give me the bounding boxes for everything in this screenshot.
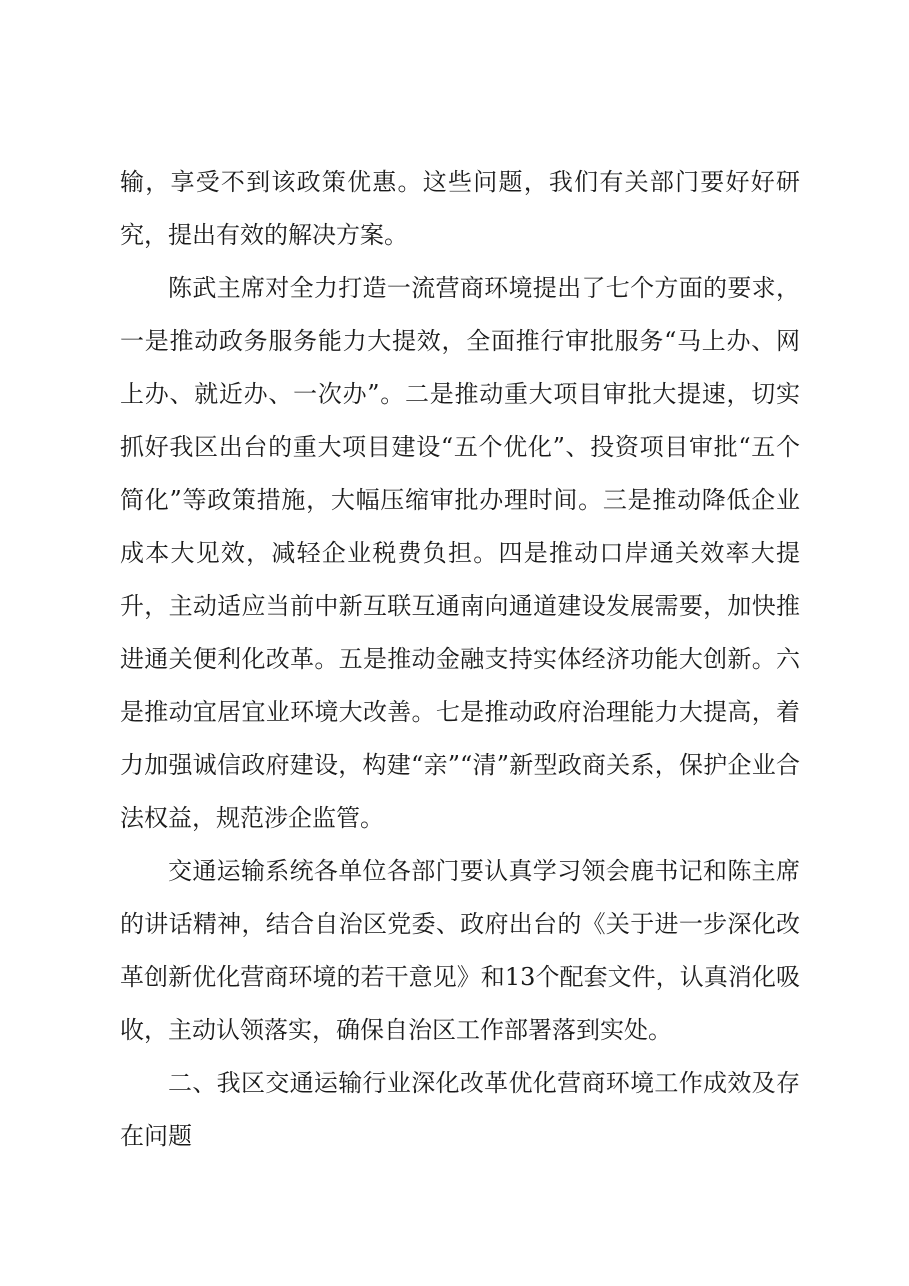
paragraph-chairman-requirements: 陈武主席对全力打造一流营商环境提出了七个方面的要求，一是推动政务服务能力大提效，全面推行审批服务“马上办、网上办、就近办、一次办”。二是推动重大项目审批大提速，切实抓好我区出台的重大项目建设“五个优化”、投资项目审批“五个简化”等政策措施，大幅压缩审批办理时间。三是推动降低企业成本大见效，减轻企业税费负担。四是推动口岸通关效率大提升，主动适应当前中新互联互通南向通道建设发展需要，加快推进通关便利化改革。五是推动金融支持实体经济功能大创新。六是推动宜居宜业环境大改善。七是推动政府治理能力大提高，着力加强诚信政府建设，构建“亲”“清”新型政商关系，保护企业合法权益，规范涉企监管。 xyxy=(120,274,800,832)
paragraph-continuation: 输，享受不到该政策优惠。这些问题，我们有关部门要好好研究，提出有效的解决方案。 xyxy=(120,168,800,249)
section-heading-two: 二、我区交通运输行业深化改革优化营商环境工作成效及存在问题 xyxy=(120,1069,800,1150)
paragraph-transport-system-study: 交通运输系统各单位各部门要认真学习领会鹿书记和陈主席的讲话精神，结合自治区党委、政府出台的《关于进一步深化改革创新优化营商环境的若干意见》和13个配套文件，认真消化吸收，主动认领落实，确保自治区工作部署落到实处。 xyxy=(120,857,800,1044)
document-body xyxy=(120,156,800,1163)
